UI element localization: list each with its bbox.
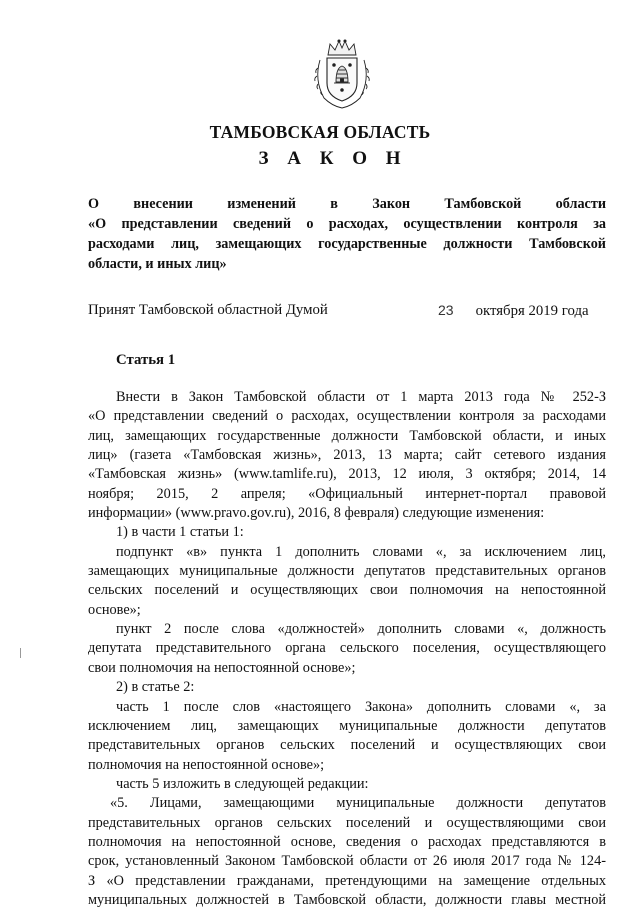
body-line: З «О представлении гражданами, претендующими на замещение отдельных bbox=[88, 872, 606, 889]
coat-of-arms-icon bbox=[312, 38, 372, 110]
body-line: срок, установленный Законом Тамбовской области от 26 июля 2017 года № 124- bbox=[88, 853, 606, 870]
region-name: ТАМБОВСКАЯ ОБЛАСТЬ bbox=[209, 122, 431, 142]
body-line: депутата представительного органа сельского поселения, осуществляющего bbox=[88, 640, 606, 657]
document-type: З А К О Н bbox=[258, 148, 408, 169]
body-line: 2) в статье 2: bbox=[116, 679, 195, 696]
body-line: пункт 2 после слова «должностей» дополнить словами «, должность bbox=[116, 621, 606, 638]
adoption-date bbox=[438, 302, 589, 320]
adoption-month-year: октября 2019 года bbox=[475, 303, 589, 319]
adoption-day: 23 bbox=[438, 302, 454, 318]
body-line: «О представлении сведений о расходах, осуществлении контроля за расходами bbox=[88, 408, 606, 425]
body-line: лиц» (газета «Тамбовская жизнь», 2013, 13 марта; сайт сетевого издания bbox=[88, 447, 606, 464]
body-line: представительных органов сельских поселений и осуществляющих свои bbox=[88, 737, 606, 754]
margin-mark bbox=[20, 648, 21, 658]
body-line: исключением лиц, замещающих муниципальные должности депутатов bbox=[88, 717, 606, 734]
body-line: сельских поселений и осуществляющих свои полномочия на непостоянной bbox=[88, 582, 606, 599]
body-line: муниципальных должностей в Тамбовской области, должности главы местной bbox=[88, 891, 606, 908]
body-line: информации» (www.pravo.gov.ru), 2016, 8 февраля) следующие изменения: bbox=[88, 505, 545, 522]
body-line: замещающих муниципальные должности депутатов представительных органов bbox=[88, 563, 606, 580]
body-line: представительных органов сельских поселений и осуществляющими свои bbox=[88, 814, 606, 831]
title-line: «О представлении сведений о расходах, осуществлении контроля за bbox=[88, 216, 606, 232]
body-line: часть 5 изложить в следующей редакции: bbox=[116, 775, 369, 792]
law-title bbox=[88, 194, 606, 274]
body-line: ноября; 2015, 2 апреля; «Официальный интернет-портал правовой bbox=[88, 485, 606, 502]
body-line: полномочия на непостоянной основе»; bbox=[88, 756, 325, 773]
article-body bbox=[88, 388, 606, 910]
title-line: расходами лиц, замещающих государственные должности Тамбовской bbox=[88, 236, 606, 252]
body-line: Внести в Закон Тамбовской области от 1 марта 2013 года № 252-З bbox=[116, 389, 606, 405]
body-line: часть 1 после слов «настоящего Закона» дополнить словами «, за bbox=[116, 698, 606, 715]
body-line: подпункт «в» пункта 1 дополнить словами «, за исключением лиц, bbox=[116, 543, 606, 560]
body-line: основе»; bbox=[88, 601, 141, 618]
title-line: О внесении изменений в Закон Тамбовской области bbox=[88, 196, 606, 212]
body-line: лиц, замещающих государственные должности Тамбовской области, и иных bbox=[88, 427, 606, 444]
body-line: полномочия на непостоянной основе, сведения о расходах представляются в bbox=[88, 833, 606, 850]
title-line: области, и иных лиц» bbox=[88, 256, 227, 272]
body-line: «5. Лицами, замещающими муниципальные должности депутатов bbox=[110, 795, 606, 812]
body-line: 1) в части 1 статьи 1: bbox=[116, 524, 244, 541]
adopted-by: Принят Тамбовской областной Думой bbox=[88, 302, 328, 318]
body-line: «Тамбовская жизнь» (www.tamlife.ru), 2013, 12 июля, 3 октября; 2014, 14 bbox=[88, 466, 606, 483]
article-heading: Статья 1 bbox=[116, 352, 176, 368]
body-line: свои полномочия на непостоянной основе»; bbox=[88, 659, 356, 676]
